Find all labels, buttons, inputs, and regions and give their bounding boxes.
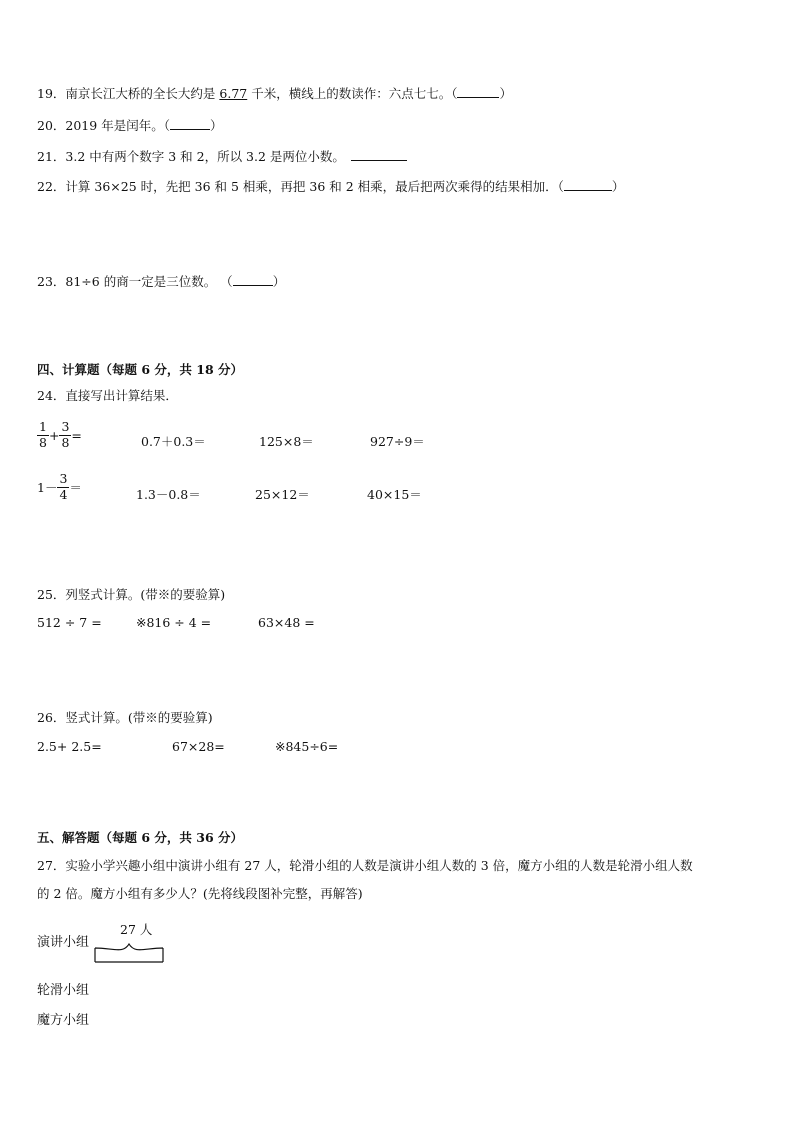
group-label-cube: 魔方小组 — [37, 1013, 90, 1028]
calc-row-1: $\frac{1}{8}$ + $\frac{3}{8}$ = — [39, 419, 82, 450]
answer-blank[interactable] — [170, 116, 210, 130]
question-23: 23．81÷6 的商一定是三位数。 （ ） — [37, 274, 286, 289]
calc-item: 927÷9＝ — [370, 434, 425, 449]
question-text: 直接写出计算结果． — [65, 388, 178, 403]
answer-blank[interactable] — [564, 177, 612, 191]
question-number: 21． — [37, 149, 66, 164]
question-21 — [37, 147, 407, 165]
fraction: $\frac{3}{8}$ — [61, 419, 70, 450]
calc-item: 1.3－0.8＝ — [136, 487, 201, 502]
question-number: 27． — [37, 858, 66, 873]
calc-item: 25×12＝ — [255, 487, 310, 502]
calc-item: 512 ÷ 7 = — [37, 615, 102, 630]
question-text: 81÷6 的商一定是三位数。 （ — [65, 274, 233, 289]
question-19: 19．南京长江大桥的全长大约是 6.77 千米，横线上的数读作：六点七七。（ ） — [37, 86, 512, 101]
question-text: 计算 36×25 时，先把 36 和 5 相乘，再把 36 和 2 相乘，最后把两次乘得的结果相加．（ — [65, 179, 564, 194]
calc-item: 125×8＝ — [259, 434, 314, 449]
fraction: $\frac{3}{4}$ — [59, 471, 68, 502]
fraction: $\frac{1}{8}$ — [39, 419, 47, 450]
calc-item: 67×28= — [172, 739, 225, 754]
question-text: 3.2 中有两个数字 3 和 2，所以 3.2 是两位小数。 — [65, 149, 345, 164]
question-26 — [37, 708, 213, 726]
answer-blank[interactable] — [351, 147, 407, 161]
question-25 — [37, 585, 225, 603]
calc-item: 0.7＋0.3＝ — [141, 434, 206, 449]
answer-blank[interactable] — [457, 84, 499, 98]
question-number: 23． — [37, 274, 66, 289]
question-number: 26． — [37, 710, 66, 725]
question-22: 22．计算 36×25 时，先把 36 和 5 相乘，再把 36 和 2 相乘，最后把两次乘得的结果相加．（ ） — [37, 179, 625, 194]
question-number: 19． — [37, 86, 66, 101]
question-text: 2019 年是闰年。（ — [65, 118, 170, 133]
calc-item: 63×48 = — [258, 615, 315, 630]
group-label-speech: 演讲小组 — [37, 935, 90, 950]
question-text: 实验小学兴趣小组中演讲小组有 27 人，轮滑小组的人数是演讲小组人数的 3 倍，魔方小组的人数是轮滑小组人数 — [65, 858, 693, 873]
brace-label: 27 人 — [120, 922, 153, 937]
question-number: 24． — [37, 388, 66, 403]
underlined-value: 6.77 — [219, 86, 248, 101]
section-title: 四、计算题（每题 6 分，共 18 分） — [37, 362, 244, 377]
calc-row-2: 1－ $\frac{3}{4}$ ＝ — [37, 471, 82, 502]
question-text: 南京长江大桥的全长大约是 — [65, 86, 220, 101]
question-text: 千米，横线上的数读作：六点七七。（ — [247, 86, 458, 101]
question-text: 列竖式计算。(带※的要验算) — [65, 587, 226, 602]
question-20: 20．2019 年是闰年。（ ） — [37, 118, 223, 133]
question-27-line2: 的 2 倍。魔方小组有多少人？(先将线段图补完整，再解答) — [37, 886, 363, 901]
calc-item: 2.5+ 2.5= — [37, 739, 102, 754]
calc-item: ※845÷6= — [275, 739, 339, 754]
section-title: 五、解答题（每题 6 分，共 36 分） — [37, 830, 244, 845]
question-24 — [37, 386, 178, 404]
calc-item: 40×15＝ — [367, 487, 422, 502]
question-text: 竖式计算。(带※的要验算) — [65, 710, 213, 725]
question-number: 25． — [37, 587, 66, 602]
question-number: 20． — [37, 118, 66, 133]
question-27 — [37, 856, 693, 874]
group-label-skating: 轮滑小组 — [37, 983, 90, 998]
brace-icon — [93, 940, 165, 964]
calc-item: ※816 ÷ 4 = — [136, 615, 212, 630]
answer-blank[interactable] — [233, 272, 273, 286]
question-number: 22． — [37, 179, 66, 194]
